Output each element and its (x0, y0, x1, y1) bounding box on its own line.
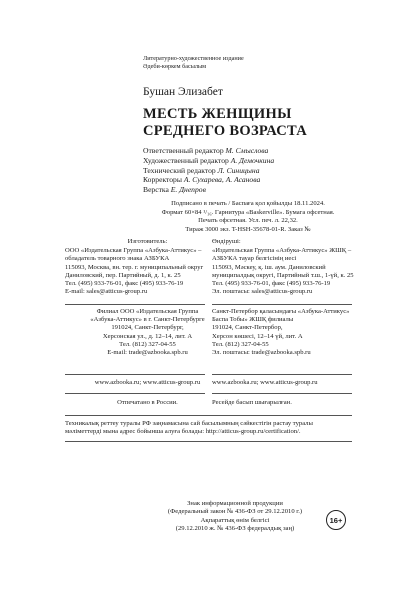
divider (212, 304, 352, 305)
credit-name: А. Сухарева, А. Асанова (183, 175, 261, 185)
imprint-print: Печать офсетная. Усл. печ. л. 22,32. (198, 217, 298, 225)
branch-line: Баспа Тобы» ЖШҚ филиалы (212, 316, 294, 324)
credit-role: Корректоры (143, 175, 182, 185)
branch-line: Тел. (812) 327-04-55 (119, 340, 176, 348)
manufacturer-label-kz: Өндіруші: (212, 238, 241, 245)
info-product-mark (150, 500, 320, 534)
branch-line: Херсон көшесі, 12–14 үй, лит. А (212, 332, 303, 340)
credit-name: Е. Днепров (170, 185, 206, 195)
divider (65, 374, 205, 375)
manufacturer-line: ООО «Издательская Группа «Азбука-Аттикус» – (65, 247, 202, 255)
imprint-run: Тираж 3000 экз. T-HSH-35678-01-R. Заказ № (185, 225, 311, 233)
credit-role: Технический редактор (143, 165, 216, 175)
book-title-line-2: СРЕДНЕГО ВОЗРАСТА (143, 123, 308, 139)
tech-regulation-note (65, 420, 365, 437)
manufacturer-kz (212, 238, 377, 296)
branch-line: «Азбука-Аттикус» в г. Санкт-Петербурге (90, 316, 205, 324)
credit-line (143, 166, 274, 176)
divider (65, 304, 205, 305)
branch-ru (65, 308, 230, 357)
tech-regulation-line-1: Техникалық реттеу туралы РФ заңнамасына сай басылымның сәйкестігін растау туралы (65, 420, 313, 427)
imprint-signed: Подписано в печать / Баспаға қол қойылды 18.11.2024. (171, 200, 325, 207)
credit-line (143, 175, 274, 185)
edition-type-kz: Әдеби-көркем басылым (143, 62, 207, 70)
printed-in-kz: Ресейде басып шығарылған. (212, 399, 292, 406)
manufacturer-line: Эл. поштасы: sales@atticus-group.ru (212, 288, 313, 296)
info-mark-line-1: Знак информационной продукции (187, 500, 283, 507)
manufacturer-ru (65, 238, 230, 296)
manufacturer-line: 115093, Москва, вн. тер. г. муниципальный округ (65, 263, 204, 271)
manufacturer-line: 115093, Мәскеу, қ. іш. аум. Даниловский (212, 263, 326, 271)
age-rating-badge: 16+ (326, 510, 346, 530)
author-name: Бушан Элизабет (143, 86, 223, 98)
credit-line (143, 185, 274, 195)
branch-line: Эл. поштасы: trade@azbooka.spb.ru (212, 349, 311, 357)
divider (65, 415, 352, 416)
credit-role: Верстка (143, 185, 169, 195)
credit-line (143, 156, 274, 166)
manufacturer-line: АЗБУКА тауар белгісінің иесі (212, 255, 297, 263)
divider (212, 374, 352, 375)
manufacturer-line: обладатель товарного знака АЗБУКА (65, 255, 170, 263)
branch-line: 191024, Санкт-Петербор, (212, 324, 283, 332)
manufacturer-line: муниципалдық округі, Партийный т.ш., 1-үй, к. 25 (212, 271, 354, 279)
branch-kz (212, 308, 377, 357)
website-links-kz: www.azbooka.ru; www.atticus-group.ru (212, 379, 318, 386)
branch-line: E-mail: trade@azbooka.spb.ru (107, 349, 188, 357)
edition-type-ru: Литературно-художественное издание (143, 55, 244, 62)
tech-regulation-line-2: мәліметтерді мына адрес бойынша алуға болады: http://atticus-group.ru/certification/. (65, 428, 301, 436)
credit-name: М. Смыслова (225, 146, 269, 155)
divider (212, 393, 352, 394)
branch-line: Тел. (812) 327-04-55 (212, 340, 269, 348)
printed-in-ru: Отпечатано в России. (117, 399, 178, 406)
manufacturer-line: Тел. (495) 933-76-01, факс (495) 933-76-19 (65, 280, 184, 288)
print-imprint (150, 200, 346, 234)
credit-role: Ответственный редактор (143, 146, 224, 155)
manufacturer-line: Тел. (495) 933-76-01, факс (495) 933-76-19 (212, 280, 331, 288)
info-mark-line-2: (Федеральный закон № 436-ФЗ от 29.12.2010 г.) (167, 508, 303, 516)
manufacturer-line: E-mail: sales@atticus-group.ru (65, 288, 148, 296)
divider (65, 393, 205, 394)
manufacturer-label-ru: Изготовитель: (127, 238, 168, 245)
credit-name: Л. Синицына (217, 165, 260, 175)
editorial-credits (143, 146, 274, 195)
info-mark-line-3: Ақпараттық өнім белгісі (200, 516, 270, 524)
branch-line: Санкт-Петербор қаласындағы «Азбука-Аттикус» (212, 308, 350, 315)
book-title (143, 106, 307, 140)
book-title-line-1: МЕСТЬ ЖЕНЩИНЫ (143, 106, 292, 122)
branch-line: Херсонская ул., д. 12–14, лит. А (102, 332, 193, 340)
credit-name: А. Демочкина (230, 155, 275, 165)
credit-line (143, 146, 274, 156)
manufacturer-line: Даниловский, пер. Партийный, д. 1, к. 25 (65, 271, 181, 279)
branch-line: Филиал ООО «Издательская Группа (96, 308, 199, 315)
divider (65, 441, 352, 442)
imprint-format: Формат 60×84 ¹/₁₆. Гарнитура «Baskerville». Бумага офсетная. (161, 208, 335, 216)
manufacturer-line: «Издательская Группа «Азбука-Аттикус» ЖШҚ – (212, 247, 352, 255)
info-mark-line-4: (29.12.2010 ж. № 436-ФЗ федералдық заң) (175, 525, 295, 533)
edition-type-note (143, 55, 244, 70)
credit-role: Художественный редактор (143, 155, 229, 165)
branch-line: 191024, Санкт-Петербург, (111, 324, 184, 332)
website-links-ru: www.azbooka.ru; www.atticus-group.ru (94, 379, 201, 386)
